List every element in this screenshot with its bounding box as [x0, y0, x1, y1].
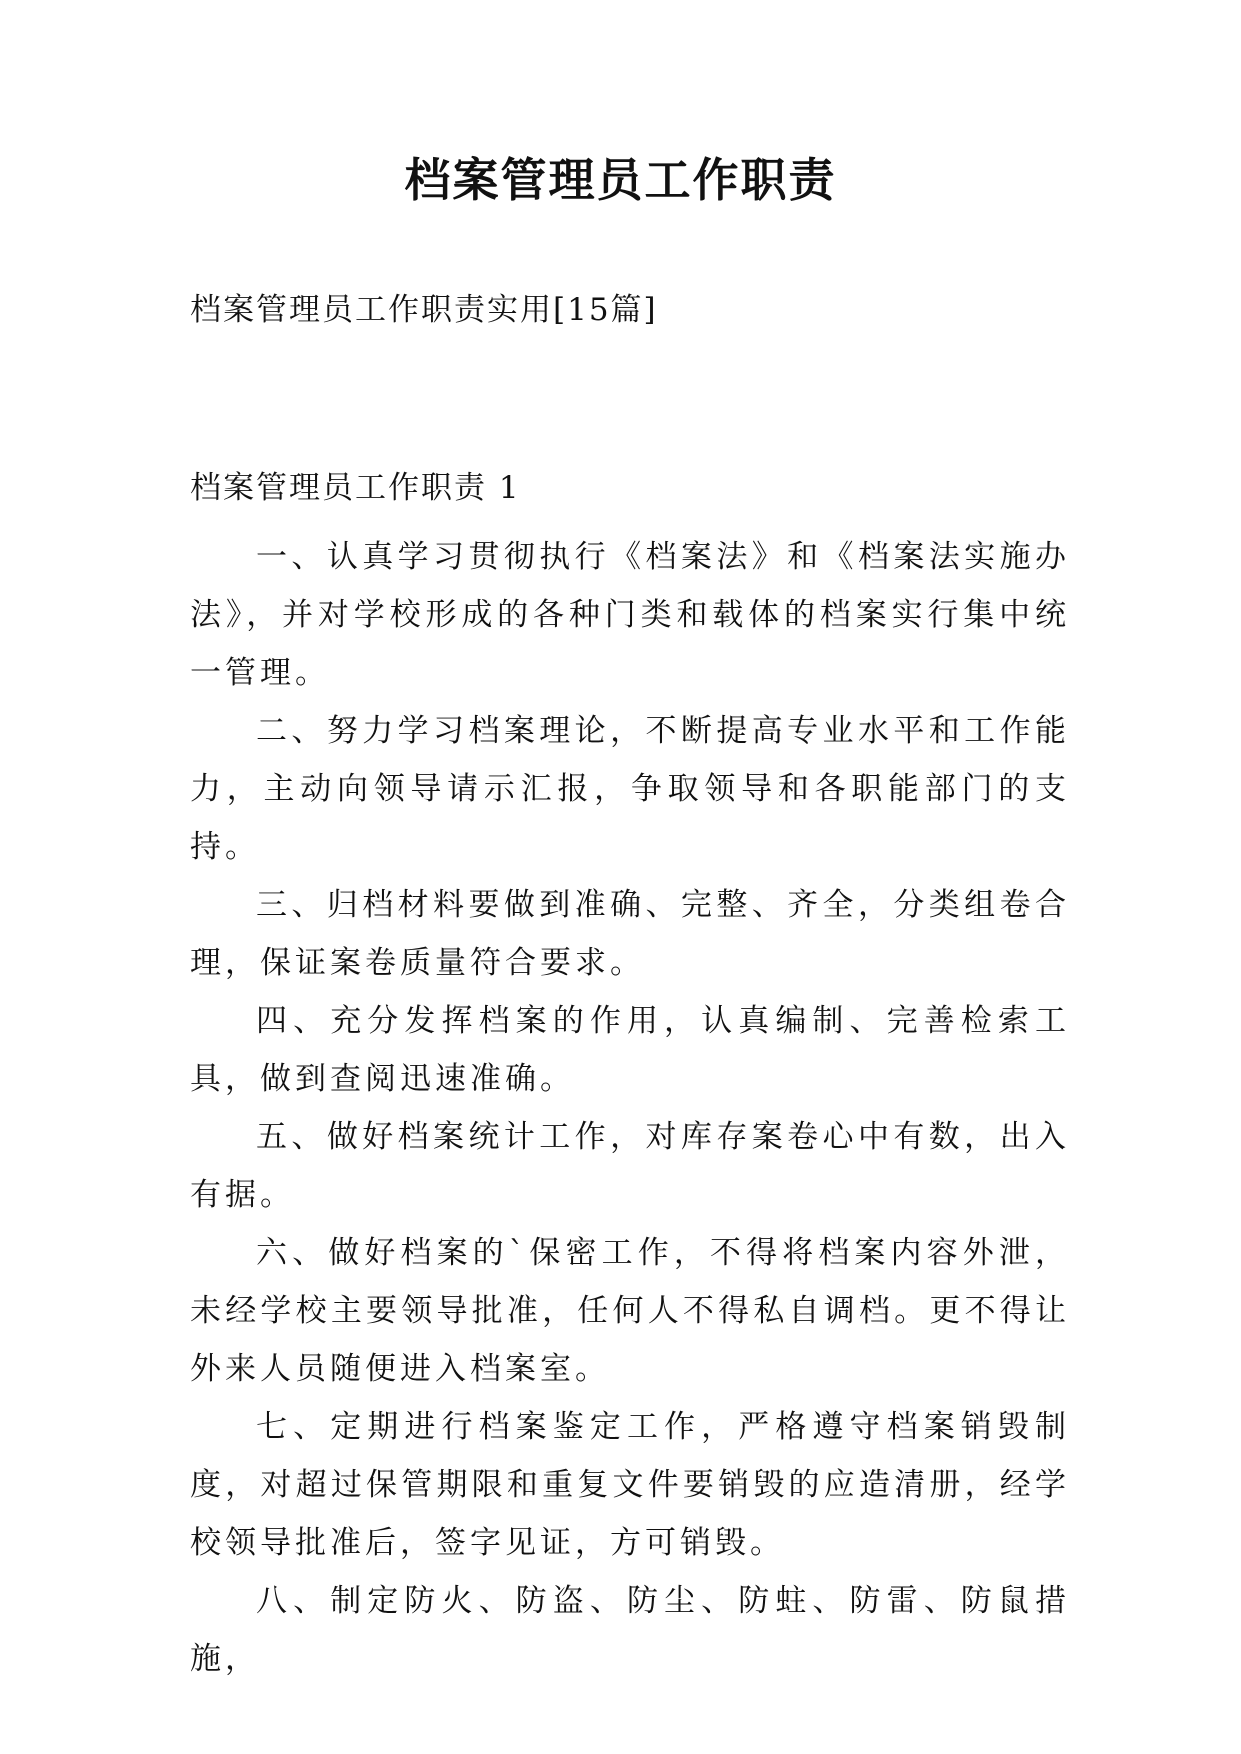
document-subtitle: 档案管理员工作职责实用[15篇] — [190, 292, 658, 328]
section-heading: 档案管理员工作职责 1 — [190, 470, 521, 506]
paragraph-4: 四、充分发挥档案的作用，认真编制、完善检索工具，做到查阅迅速准确。 — [190, 1003, 1070, 1097]
body-text — [190, 528, 1070, 1688]
paragraph-1: 一、认真学习贯彻执行《档案法》和《档案法实施办法》，并对学校形成的各种门类和载体的档案实行集中统一管理。 — [190, 539, 1070, 691]
paragraph-2: 二、努力学习档案理论，不断提高专业水平和工作能力，主动向领导请示汇报，争取领导和各职能部门的支持。 — [190, 713, 1070, 865]
document-title: 档案管理员工作职责 — [404, 153, 837, 207]
paragraph-8: 八、制定防火、防盗、防尘、防蛀、防雷、防鼠措施， — [190, 1583, 1070, 1677]
paragraph-5: 五、做好档案统计工作，对库存案卷心中有数，出入有据。 — [190, 1119, 1070, 1213]
paragraph-6: 六、做好档案的`保密工作，不得将档案内容外泄，未经学校主要领导批准，任何人不得私自调档。更不得让外来人员随便进入档案室。 — [190, 1235, 1070, 1387]
paragraph-7: 七、定期进行档案鉴定工作，严格遵守档案销毁制度，对超过保管期限和重复文件要销毁的应造清册，经学校领导批准后，签字见证，方可销毁。 — [190, 1409, 1070, 1561]
paragraph-3: 三、归档材料要做到准确、完整、齐全，分类组卷合理，保证案卷质量符合要求。 — [190, 887, 1070, 981]
